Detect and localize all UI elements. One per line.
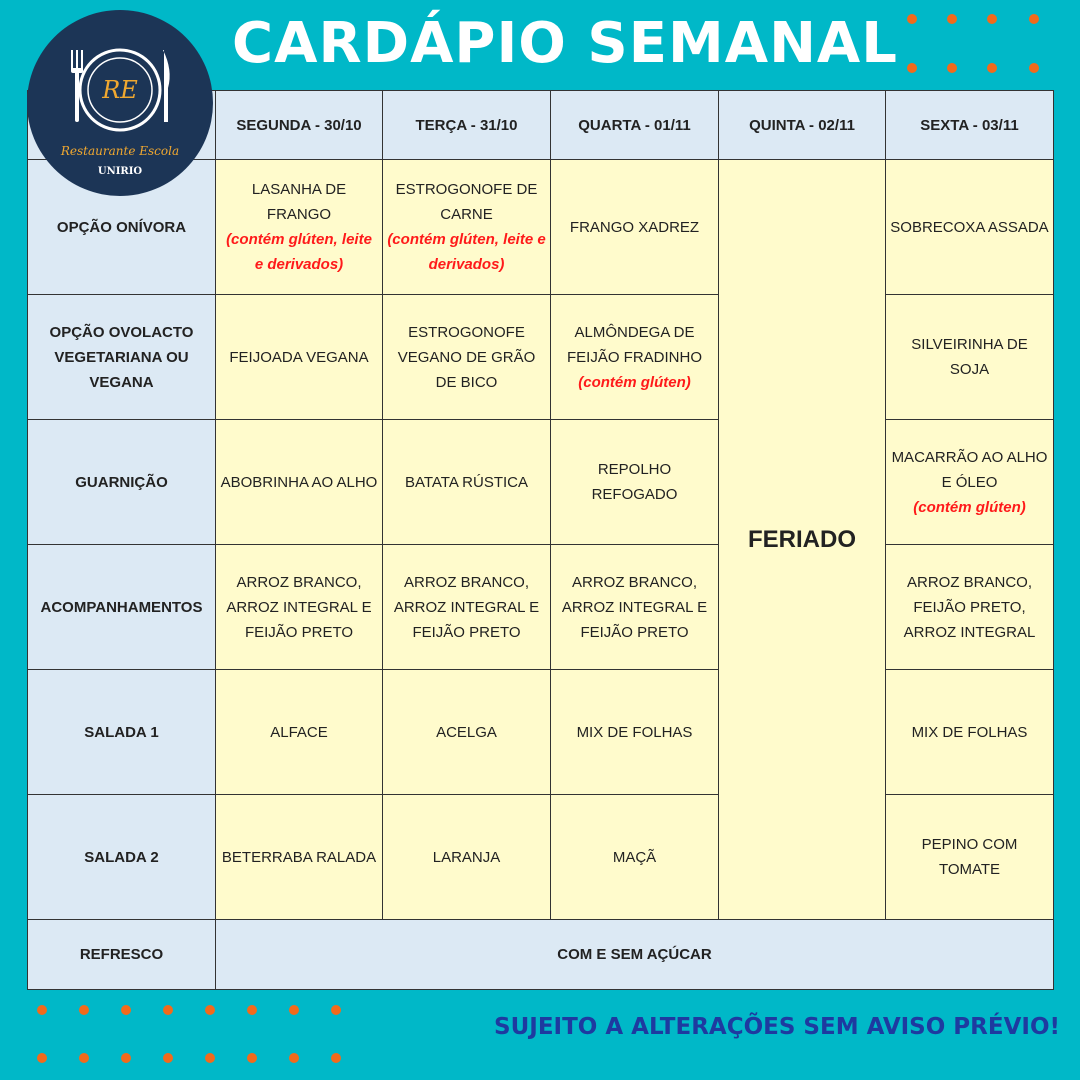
allergen-note: (contém glúten) bbox=[578, 373, 691, 391]
menu-cell bbox=[216, 795, 383, 920]
menu-cell bbox=[551, 545, 719, 670]
table-row bbox=[28, 545, 1054, 670]
menu-cell bbox=[551, 420, 719, 545]
column-header-friday: SEXTA - 03/11 bbox=[886, 91, 1054, 160]
dish-name: SILVEIRINHA DE SOJA bbox=[911, 336, 1028, 378]
disclaimer-footer: SUJEITO A ALTERAÇÕES SEM AVISO PRÉVIO! bbox=[494, 1014, 1060, 1040]
row-label: ACOMPANHAMENTOS bbox=[28, 545, 216, 670]
dish-name: REPOLHO REFOGADO bbox=[591, 461, 678, 503]
allergen-note: (contém glúten, leite e derivados) bbox=[387, 231, 546, 273]
menu-cell bbox=[886, 670, 1054, 795]
allergen-note: (contém glúten) bbox=[913, 498, 1026, 516]
dish-name: LARANJA bbox=[432, 848, 501, 866]
dish-name: ARROZ BRANCO, ARROZ INTEGRAL E FEIJÃO PRETO bbox=[393, 573, 540, 641]
logo-name: Restaurante Escola bbox=[60, 144, 180, 158]
menu-cell bbox=[216, 545, 383, 670]
dish-name: LASANHA DE FRANGO bbox=[251, 181, 347, 223]
dish-name: ARROZ BRANCO, ARROZ INTEGRAL E FEIJÃO PRETO bbox=[226, 573, 372, 641]
weekly-menu-table bbox=[27, 90, 1054, 990]
menu-cell bbox=[383, 420, 551, 545]
row-label: SALADA 1 bbox=[28, 670, 216, 795]
menu-cell bbox=[216, 670, 383, 795]
logo-initials: RE bbox=[102, 76, 138, 104]
dish-name: FEIJOADA VEGANA bbox=[229, 348, 369, 366]
table-row bbox=[28, 670, 1054, 795]
row-label: OPÇÃO ONÍVORA bbox=[28, 160, 216, 295]
table-row bbox=[28, 420, 1054, 545]
dish-name: BETERRABA RALADA bbox=[221, 848, 377, 866]
menu-cell bbox=[383, 795, 551, 920]
menu-cell bbox=[383, 160, 551, 295]
column-header-tuesday: TERÇA - 31/10 bbox=[383, 91, 551, 160]
menu-cell bbox=[551, 295, 719, 420]
dish-name: FRANGO XADREZ bbox=[569, 218, 700, 236]
menu-cell bbox=[216, 295, 383, 420]
table-row bbox=[28, 295, 1054, 420]
menu-cell bbox=[383, 670, 551, 795]
table-row-drink bbox=[28, 920, 1054, 990]
dish-name: ESTROGONOFE DE CARNE bbox=[395, 181, 538, 223]
dish-name: ALMÔNDEGA DE FEIJÃO FRADINHO bbox=[566, 323, 702, 366]
allergen-note: (contém glúten, leite e derivados) bbox=[226, 231, 372, 273]
menu-cell bbox=[886, 545, 1054, 670]
dish-name: BATATA RÚSTICA bbox=[404, 473, 529, 491]
menu-cell bbox=[551, 795, 719, 920]
column-header-wednesday: QUARTA - 01/11 bbox=[551, 91, 719, 160]
row-label: GUARNIÇÃO bbox=[28, 420, 216, 545]
menu-cell bbox=[551, 160, 719, 295]
dish-name: SOBRECOXA ASSADA bbox=[890, 218, 1049, 236]
dish-name: ABOBRINHA AO ALHO bbox=[220, 473, 378, 491]
row-label: SALADA 2 bbox=[28, 795, 216, 920]
restaurant-logo bbox=[27, 10, 213, 196]
dish-name: MIX DE FOLHAS bbox=[576, 723, 693, 741]
menu-cell bbox=[383, 295, 551, 420]
table-row bbox=[28, 795, 1054, 920]
menu-cell bbox=[551, 670, 719, 795]
row-label: OPÇÃO OVOLACTO VEGETARIANA OU VEGANA bbox=[28, 295, 216, 420]
dish-name: ACELGA bbox=[436, 723, 497, 741]
menu-cell bbox=[886, 160, 1054, 295]
column-header-monday: SEGUNDA - 30/10 bbox=[216, 91, 383, 160]
menu-cell bbox=[886, 420, 1054, 545]
dish-name: MIX DE FOLHAS bbox=[911, 723, 1028, 741]
column-header-thursday: QUINTA - 02/11 bbox=[719, 91, 886, 160]
dish-name: ARROZ BRANCO, FEIJÃO PRETO, ARROZ INTEGRAL bbox=[903, 573, 1036, 641]
menu-cell bbox=[886, 795, 1054, 920]
menu-cell bbox=[383, 545, 551, 670]
dish-name: ALFACE bbox=[270, 723, 328, 741]
dish-name: PEPINO COM TOMATE bbox=[921, 836, 1018, 878]
logo-institution: UNIRIO bbox=[97, 166, 143, 177]
dish-name: MAÇÃ bbox=[612, 848, 657, 866]
row-label: REFRESCO bbox=[28, 920, 216, 990]
dish-name: ESTROGONOFE VEGANO DE GRÃO DE BICO bbox=[397, 323, 536, 391]
page-title: CARDÁPIO SEMANAL bbox=[232, 11, 898, 76]
dish-name: MACARRÃO AO ALHO E ÓLEO bbox=[891, 448, 1048, 491]
menu-cell bbox=[216, 160, 383, 295]
drink-cell: COM E SEM AÇÚCAR bbox=[216, 920, 1054, 990]
holiday-cell: FERIADO bbox=[719, 160, 886, 920]
dish-name: ARROZ BRANCO, ARROZ INTEGRAL E FEIJÃO PRETO bbox=[561, 573, 708, 641]
menu-cell bbox=[886, 295, 1054, 420]
menu-cell bbox=[216, 420, 383, 545]
